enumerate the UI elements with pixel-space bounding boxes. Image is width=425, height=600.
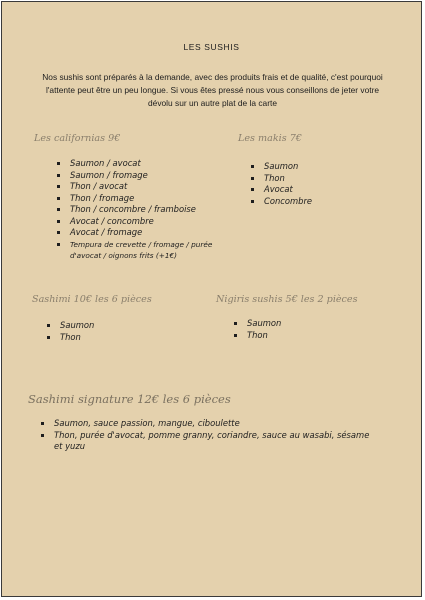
list-item: Thon / avocat [57, 181, 235, 193]
list-item: Saumon / avocat [57, 158, 235, 170]
section-heading-nigiris: Nigiris sushis 5€ les 2 pièces [216, 294, 358, 305]
list-item: Saumon, sauce passion, mangue, ciboulette [41, 418, 371, 430]
makis-list [251, 161, 312, 207]
list-item: Saumon [234, 318, 281, 330]
signature-list [41, 418, 371, 453]
list-item: Avocat / fromage [57, 227, 235, 239]
list-item: Thon, purée d'avocat, pomme granny, coriandre, sauce au wasabi, sésame et yuzu [41, 430, 371, 453]
list-item: Saumon / fromage [57, 170, 235, 182]
intro-line: dévolu sur un autre plat de la carte [148, 98, 277, 108]
section-heading-makis: Les makis 7€ [238, 133, 302, 144]
list-item: Avocat [251, 184, 312, 196]
list-item: Tempura de crevette / fromage / purée d'avocat / oignons frits (+1€) [57, 239, 235, 261]
menu-page [1, 1, 422, 597]
list-item: Saumon [47, 320, 94, 332]
section-heading-californias: Les californias 9€ [34, 133, 121, 144]
section-heading-sashimi: Sashimi 10€ les 6 pièces [32, 294, 152, 305]
list-item: Concombre [251, 196, 312, 208]
list-item: Avocat / concombre [57, 216, 235, 228]
list-item: Saumon [251, 161, 312, 173]
list-item: Thon [234, 330, 281, 342]
californias-list [57, 158, 235, 261]
list-item: Thon [251, 173, 312, 185]
nigiris-list [234, 318, 281, 341]
list-item: Thon / concombre / framboise [57, 204, 235, 216]
page-title: LES SUSHIS [183, 42, 240, 52]
sashimi-list [47, 320, 94, 343]
intro-line: Nos sushis sont préparés à la demande, avec des produits frais et de qualité, c'est pourquoi [42, 72, 383, 82]
intro-line: l'attente peut être un peu longue. Si vous êtes pressé nous vous conseillons de jeter votre [45, 85, 380, 95]
section-heading-signature: Sashimi signature 12€ les 6 pièces [28, 392, 231, 406]
list-item: Thon [47, 332, 94, 344]
intro-paragraph [24, 71, 401, 110]
list-item: Thon / fromage [57, 193, 235, 205]
